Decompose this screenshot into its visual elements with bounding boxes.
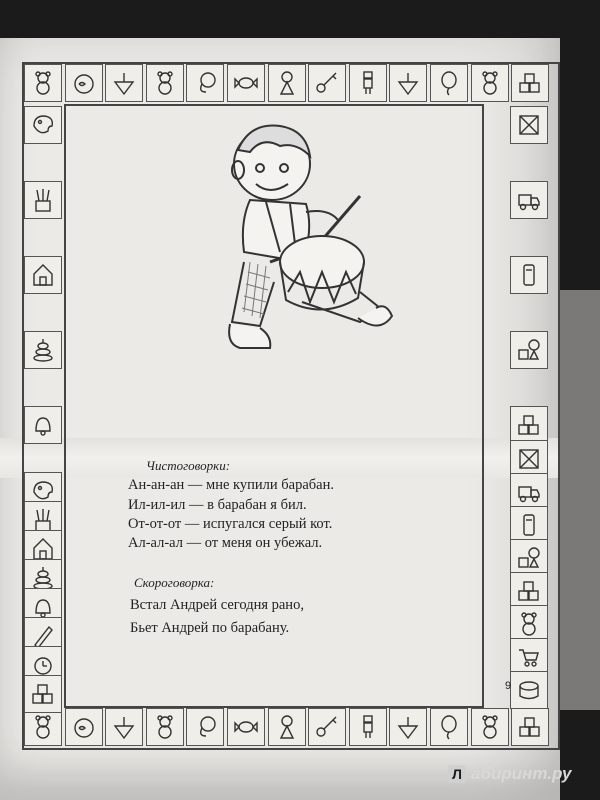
drill-line: От-от-от — испугался серый кот. [128,516,333,532]
bell-icon [24,406,62,444]
tuba-icon [186,708,224,746]
key-icon [308,64,346,102]
pencils-icon [24,181,62,219]
toy-house-icon [24,256,62,294]
spinning-top-icon [105,64,143,102]
tuba-icon [186,64,224,102]
drill-line: Ан-ан-ан — мне купили барабан. [128,477,334,493]
blocks-icon [24,675,62,713]
candy-icon [227,64,265,102]
twister-line: Бьет Андрей по барабану. [130,620,290,636]
toy-soldier-icon [349,64,387,102]
drum-icon [510,671,548,709]
palette-icon [24,106,62,144]
fishbowl-icon [65,708,103,746]
doll-icon [268,708,306,746]
watermark: Л абиринт.ру [448,764,571,784]
blocks-icon [511,64,549,102]
balloon-icon [430,64,468,102]
toy-soldier-icon [349,708,387,746]
spinning-top-icon [105,708,143,746]
candy-icon [227,708,265,746]
teddy-bear-icon [24,64,62,102]
drill-line: Ил-ил-ил — в барабан я бил. [128,497,307,513]
balloon-icon [430,708,468,746]
pyramid-icon [24,331,62,369]
key-icon [308,708,346,746]
phone-icon [510,256,548,294]
fishbowl-icon [65,64,103,102]
tongue-twister-title: Скороговорка: [134,575,215,590]
labirint-logo-icon: Л [448,765,466,783]
teddy-bear-icon [146,708,184,746]
spinning-top-icon [389,708,427,746]
page-number: 9 [505,680,512,692]
blocks-icon [511,708,549,746]
boy-drum-illustration [210,112,400,367]
teddy-bear-icon [24,708,62,746]
doll-icon [268,64,306,102]
teddy-bear-icon [471,708,509,746]
drill-line: Ал-ал-ал — от меня он убежал. [128,535,323,551]
teddy-bear-icon [146,64,184,102]
shapes-icon [510,331,548,369]
teddy-bear-icon [471,64,509,102]
spinning-top-icon [389,64,427,102]
truck-icon [510,181,548,219]
twister-line: Встал Андрей сегодня рано, [130,597,304,613]
blocks-icon [510,406,548,444]
tongue-drills-title: Чистоговорки: [146,458,231,473]
box-icon [510,106,548,144]
